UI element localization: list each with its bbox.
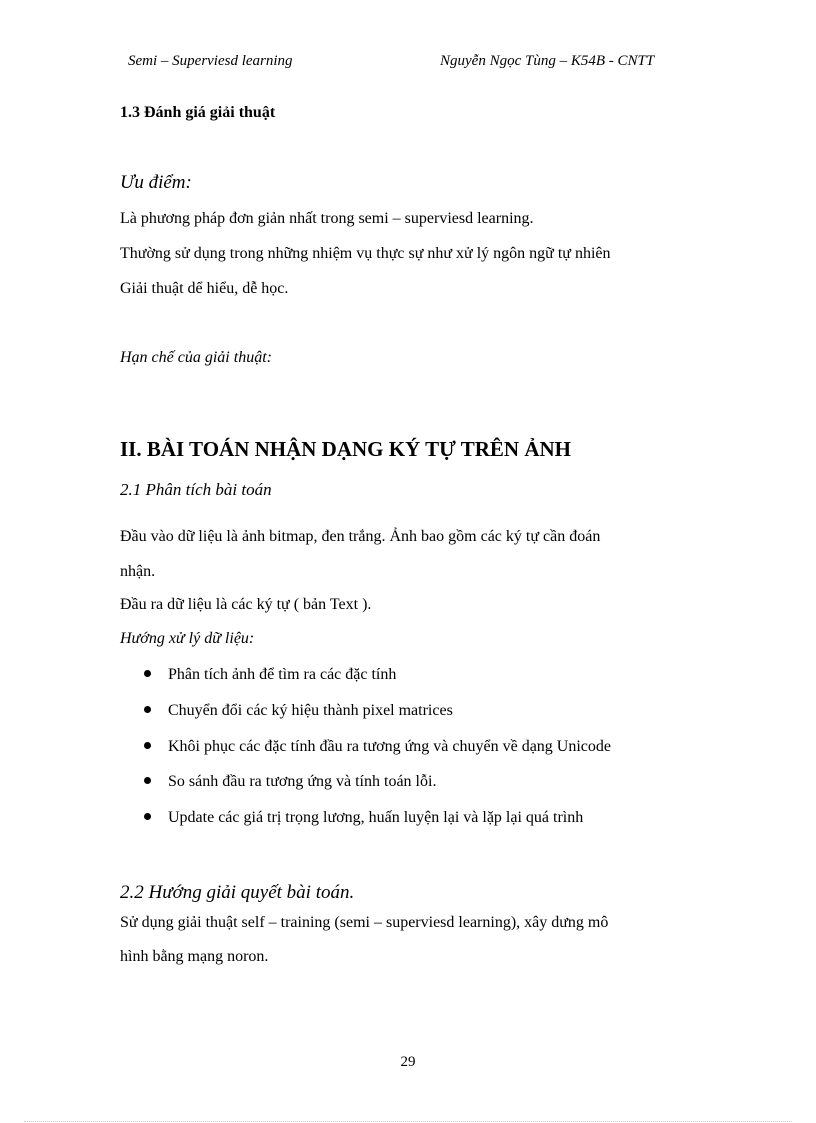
- output-description-line: Đầu ra dữ liệu là các ký tự ( bản Text ).: [120, 596, 372, 613]
- advantage-line: Giải thuật dể hiểu, dễ học.: [120, 280, 289, 297]
- bullet-icon: [144, 706, 151, 713]
- subsection-heading-2-2: 2.2 Hướng giải quyết bài toán.: [120, 882, 355, 903]
- page-edge-divider: [24, 1121, 792, 1122]
- input-description-line: Đầu vào dữ liệu là ảnh bitmap, đen trắng. Ảnh bao gồm các ký tự cần đoán: [120, 528, 601, 545]
- list-item: Update các giá trị trọng lương, huấn luyện lại và lặp lại quá trình: [144, 809, 583, 827]
- limitations-heading: Hạn chế của giải thuật:: [120, 349, 272, 366]
- bullet-icon: [144, 670, 151, 677]
- subsection-heading-2-1: 2.1 Phân tích bài toán: [120, 480, 272, 499]
- bullet-icon: [144, 777, 151, 784]
- advantage-line: Thường sử dụng trong những nhiệm vụ thực sự như xử lý ngôn ngữ tự nhiên: [120, 245, 611, 262]
- running-header-left: Semi – Superviesd learning: [128, 53, 293, 69]
- bullet-icon: [144, 742, 151, 749]
- list-item: Chuyển đổi các ký hiệu thành pixel matrices: [144, 702, 453, 720]
- solution-line: Sử dụng giải thuật self – training (semi – superviesd learning), xây dưng mô: [120, 914, 609, 931]
- solution-line: hình bằng mạng noron.: [120, 948, 269, 965]
- chapter-heading-ii: II. BÀI TOÁN NHẬN DẠNG KÝ TỰ TRÊN ẢNH: [120, 437, 571, 461]
- advantages-heading: Ưu điểm:: [120, 172, 192, 193]
- input-description-line: nhận.: [120, 563, 156, 580]
- processing-heading: Hướng xử lý dữ liệu:: [120, 630, 255, 647]
- list-item: So sánh đầu ra tương ứng và tính toán lỗi.: [144, 773, 436, 791]
- advantage-line: Là phương pháp đơn giản nhất trong semi – superviesd learning.: [120, 210, 534, 227]
- bullet-icon: [144, 813, 151, 820]
- page-number: 29: [400, 1054, 416, 1070]
- list-item: Khôi phục các đặc tính đầu ra tương ứng và chuyển về dạng Unicode: [144, 738, 611, 756]
- running-header-right: Nguyễn Ngọc Tùng – K54B - CNTT: [440, 53, 655, 69]
- list-item: Phân tích ảnh để tìm ra các đặc tính: [144, 666, 396, 684]
- section-heading-1-3: 1.3 Đánh giá giải thuật: [120, 104, 276, 121]
